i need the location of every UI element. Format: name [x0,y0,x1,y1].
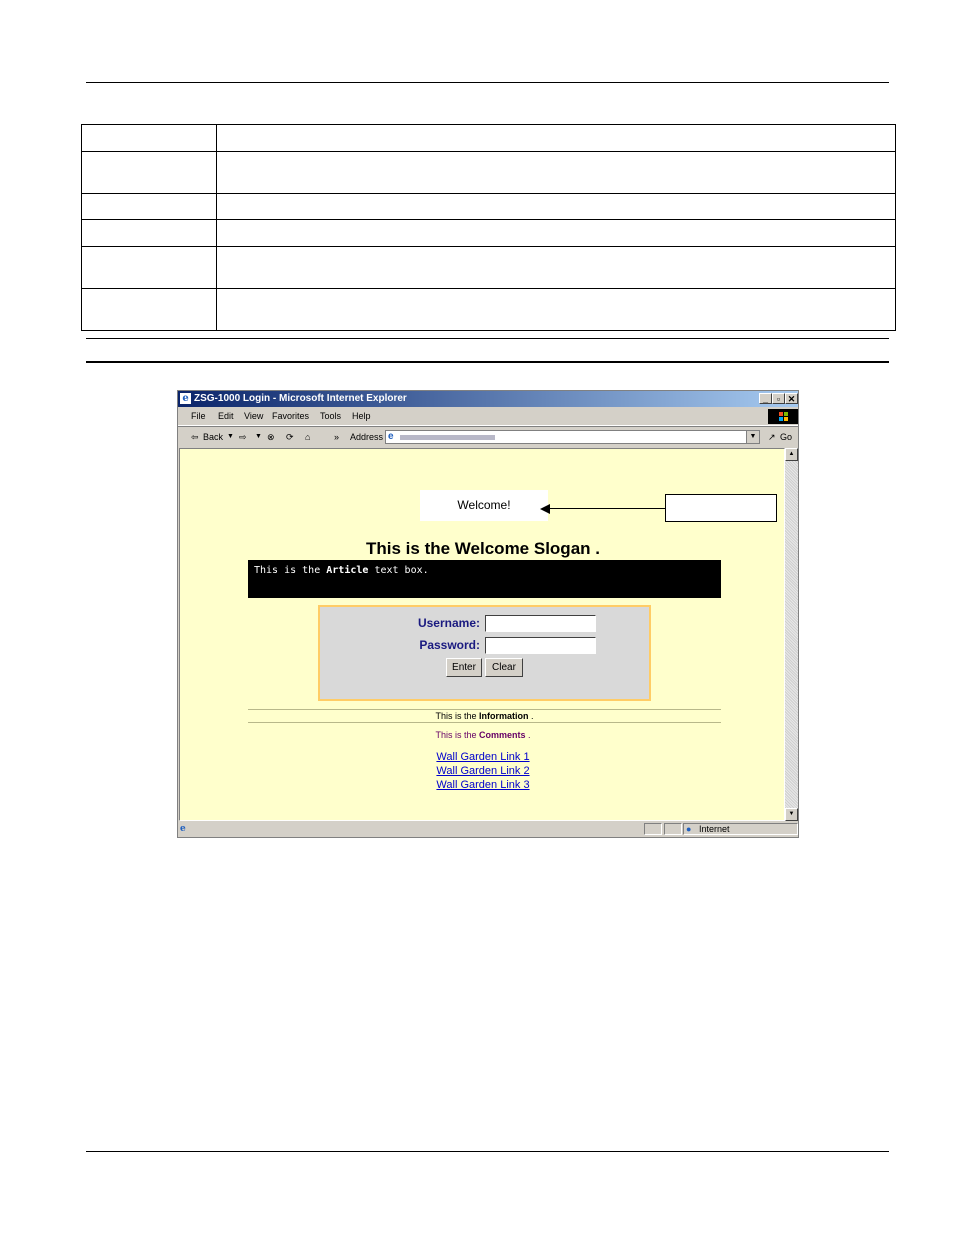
menu-file[interactable]: File [191,411,206,421]
window-title: ZSG-1000 Login - Microsoft Internet Explorer [194,393,407,404]
footer-rule [86,1151,889,1152]
back-button[interactable]: Back [203,432,224,442]
forward-arrow-icon[interactable]: ⇨ [239,432,247,442]
enter-button[interactable]: Enter [446,658,482,677]
back-arrow-icon[interactable]: ⇦ [191,432,199,442]
stop-icon[interactable]: ⊗ [267,432,275,442]
wall-garden-link-3[interactable]: Wall Garden Link 3 [436,779,530,791]
status-segment [664,823,682,835]
wall-garden-links [180,750,785,792]
welcome-slogan: This is the Welcome Slogan . [366,539,600,558]
article-text-box [248,560,721,598]
scroll-up-icon[interactable]: ▲ [785,448,798,461]
go-arrow-icon[interactable]: ↗ [768,432,776,442]
table-row [82,152,896,194]
wall-garden-link-2[interactable]: Wall Garden Link 2 [436,765,530,777]
scroll-down-icon[interactable]: ▼ [785,808,798,821]
ie-page-icon: e [388,431,394,442]
internet-globe-icon: ● [686,824,692,834]
menu-view[interactable]: View [244,411,264,421]
forward-dropdown-icon[interactable]: ▼ [255,433,262,440]
callout-line [546,508,665,509]
table-row [82,289,896,331]
comments-suffix: . [528,730,531,740]
home-icon[interactable]: ⌂ [305,432,311,442]
table-row [82,247,896,289]
callout-arrowhead [540,504,550,514]
table-row [82,194,896,220]
status-bar [178,822,798,837]
title-bar [178,391,798,407]
refresh-icon[interactable]: ⟳ [286,432,294,442]
zone-label: Internet [699,824,730,834]
comments-bold: Comments [478,730,526,740]
settings-table [81,124,896,331]
address-input[interactable] [385,430,760,444]
vertical-scrollbar[interactable] [785,448,798,821]
header-rule [86,82,889,83]
password-label: Password: [419,638,480,652]
clear-button[interactable]: Clear [485,658,523,677]
address-dropdown-icon[interactable]: ▼ [746,431,759,443]
toolbar [178,426,798,447]
welcome-text: Welcome! [420,490,548,521]
info-prefix: This is the [435,711,477,721]
address-url-blurred [400,435,495,440]
article-prefix: This is the [254,565,321,576]
section-rule-top [86,338,889,339]
callout-box [665,494,777,522]
windows-logo-icon [768,409,798,424]
info-suffix: . [531,711,534,721]
section-rule-bottom [86,361,889,363]
username-field[interactable] [485,615,596,632]
comments-prefix: This is the [435,730,477,740]
wall-garden-link-1[interactable]: Wall Garden Link 1 [436,751,530,763]
close-button[interactable]: ✕ [785,393,798,404]
page-status-icon: e [180,824,186,834]
address-label: Address [350,432,384,442]
go-button[interactable]: Go [780,432,793,442]
back-dropdown-icon[interactable]: ▼ [227,433,234,440]
menu-bar [178,408,798,426]
information-bar [248,709,721,723]
ie-logo-icon: e [180,393,191,404]
login-box [318,605,651,701]
table-row [82,220,896,247]
browser-window [177,390,799,838]
menu-edit[interactable]: Edit [218,411,234,421]
comments-text [180,730,785,740]
info-bold: Information [479,711,529,721]
menu-help[interactable]: Help [352,411,371,421]
table-row [82,125,896,152]
article-suffix: text box. [374,565,429,576]
maximize-button[interactable]: ▫ [772,393,785,404]
password-field[interactable] [485,637,596,654]
menu-tools[interactable]: Tools [320,411,342,421]
article-bold: Article [326,565,369,576]
menu-favorites[interactable]: Favorites [272,411,310,421]
status-segment [644,823,662,835]
minimize-button[interactable]: _ [759,393,772,404]
username-label: Username: [417,616,480,630]
more-toolbar-icon[interactable]: » [334,432,340,442]
